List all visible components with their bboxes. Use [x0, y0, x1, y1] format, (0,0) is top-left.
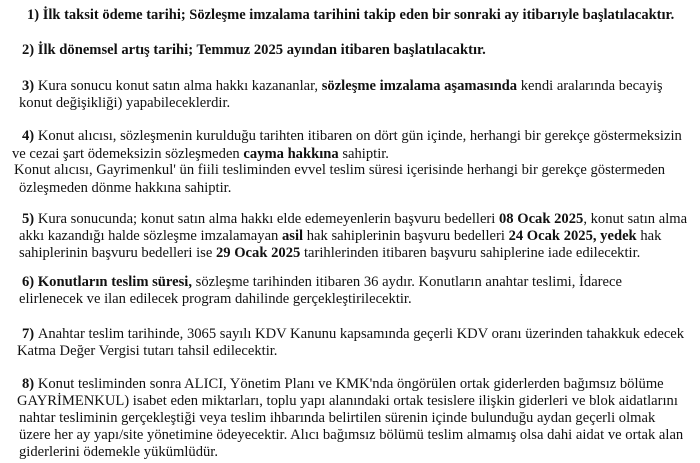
clause-5-line-2	[19, 227, 661, 245]
clause-3-text-a: Kura sonucu konut satın alma hakkı kazananlar,	[37, 78, 322, 94]
clause-7-line-1	[22, 325, 684, 343]
clause-8-number: 8)	[22, 376, 38, 392]
clause-7-text-a: Anahtar teslim tarihinde, 3065 sayılı KDV Kanunu kapsamında geçerli KDV oranı üzerinden tahakkuk edecek	[37, 326, 685, 342]
clause-5-text-b: , konut satın alma	[583, 211, 688, 227]
clause-8-line-4	[19, 426, 683, 444]
clause-4-text-d: Konut alıcısı, Gayrimenkul' ün fiili tesliminden evvel teslim süresi içerisinde herhangi bir gerekçe göstermeden	[14, 162, 666, 178]
clause-4-text-e: özleşmeden dönme hakkına sahiptir.	[19, 180, 232, 196]
clause-7-number: 7)	[22, 326, 38, 342]
clause-8-line-1	[22, 375, 664, 393]
clause-5-date-1: 08 Ocak 2025	[498, 211, 584, 227]
clause-3-line-1	[22, 77, 663, 95]
clause-2-text: 2) İlk dönemsel artış tarihi; Temmuz 2025 ayından itibaren başlatılacaktır.	[22, 42, 486, 58]
clause-8-text-b: GAYRİMENKUL) isabet eden miktarları, toplu yapı alanındaki ortak tesislere ilişkin giderleri ve blok aidatlarını	[17, 393, 678, 409]
clause-5-text-g: tarihlerinden itibaren başvuru sahiplerine iade edilecektir.	[300, 245, 641, 261]
clause-4-text-b: ve cezai şart ödemeksizin sözleşmeden	[12, 146, 244, 162]
clause-8-text-d: üzere her ay yapı/site yönetimine ödeyecektir. Alıcı bağımsız bölümü teslim almamış olsa dahi aidat ve ortak alan	[19, 427, 684, 443]
clause-6-text-a: sözleşme tarihinden itibaren 36 aydır. Konutların anahtar teslimi, İdarece	[192, 274, 622, 290]
clause-3-number: 3)	[22, 78, 38, 94]
clause-6-heading: 6) Konutların teslim süresi,	[22, 274, 192, 290]
clause-3-text-b: kendi aralarında becayiş	[517, 78, 663, 94]
clause-6-line-2	[19, 290, 412, 308]
clause-5-asil: asil	[282, 228, 304, 244]
clause-8-text-a: Konut tesliminden sonra ALICI, Yönetim Planı ve KMK'nda öngörülen ortak giderlerden bağımsız bölüme	[37, 376, 664, 392]
clause-8-text-e: giderlerini ödemekle yükümlüdür.	[19, 444, 218, 460]
clause-3-text-c: konut değişikliği) yapabileceklerdir.	[19, 95, 231, 111]
clause-5-number: 5)	[22, 211, 38, 227]
clause-5-date-3: 29 Ocak 2025	[215, 245, 301, 261]
clause-8-line-2	[17, 392, 678, 410]
clause-5-text-a: Kura sonucunda; konut satın alma hakkı elde edemeyenlerin başvuru bedelleri	[37, 211, 499, 227]
clause-7-line-2	[17, 342, 277, 360]
clause-5-line-3	[19, 244, 640, 262]
clause-4-line-4	[19, 179, 231, 197]
clause-4-text-c: sahiptir.	[338, 146, 389, 162]
clause-5-text-d: hak sahiplerinin başvuru bedelleri	[303, 228, 509, 244]
clause-7-text-b: Katma Değer Vergisi tutarı tahsil edilecektir.	[17, 343, 278, 359]
clause-6-text-b: elirlenecek ve ilan edilecek program dahilinde gerçekleştirilecektir.	[19, 291, 412, 307]
clause-1	[27, 6, 674, 24]
clause-5-date-2: 24 Ocak 2025, yedek	[508, 228, 637, 244]
clause-8-line-5	[19, 443, 218, 461]
clause-4-number: 4)	[22, 128, 38, 144]
clause-4-text-a: Konut alıcısı, sözleşmenin kurulduğu tarihten itibaren on dört gün içinde, herhangi bir gerekçe göstermeksizin	[37, 128, 682, 144]
clause-4-line-3	[14, 161, 665, 179]
clause-8-text-c: nahtar tesliminin gerçekleştiği veya teslim ihbarında belirtilen sürenin içinde bulunduğu aydan geçerli olmak	[19, 410, 656, 426]
clause-5-text-e: hak	[636, 228, 662, 244]
clause-3-line-2	[19, 94, 230, 112]
clause-4-line-1	[22, 127, 682, 145]
clause-4-emphasis: cayma hakkına	[243, 146, 339, 162]
clause-8-line-3	[19, 409, 655, 427]
clause-2	[22, 41, 486, 59]
clause-3-emphasis: sözleşme imzalama aşamasında	[321, 78, 518, 94]
clause-1-text: 1) İlk taksit ödeme tarihi; Sözleşme imzalama tarihini takip eden bir sonraki ay itibarıyle başlatılacaktır.	[27, 7, 675, 23]
clause-5-line-1	[22, 210, 687, 228]
clause-5-text-f: sahiplerinin başvuru bedelleri ise	[19, 245, 216, 261]
clause-5-text-c: akkı kazandığı halde sözleşme imzalamayan	[19, 228, 282, 244]
clause-6-line-1	[22, 273, 622, 291]
